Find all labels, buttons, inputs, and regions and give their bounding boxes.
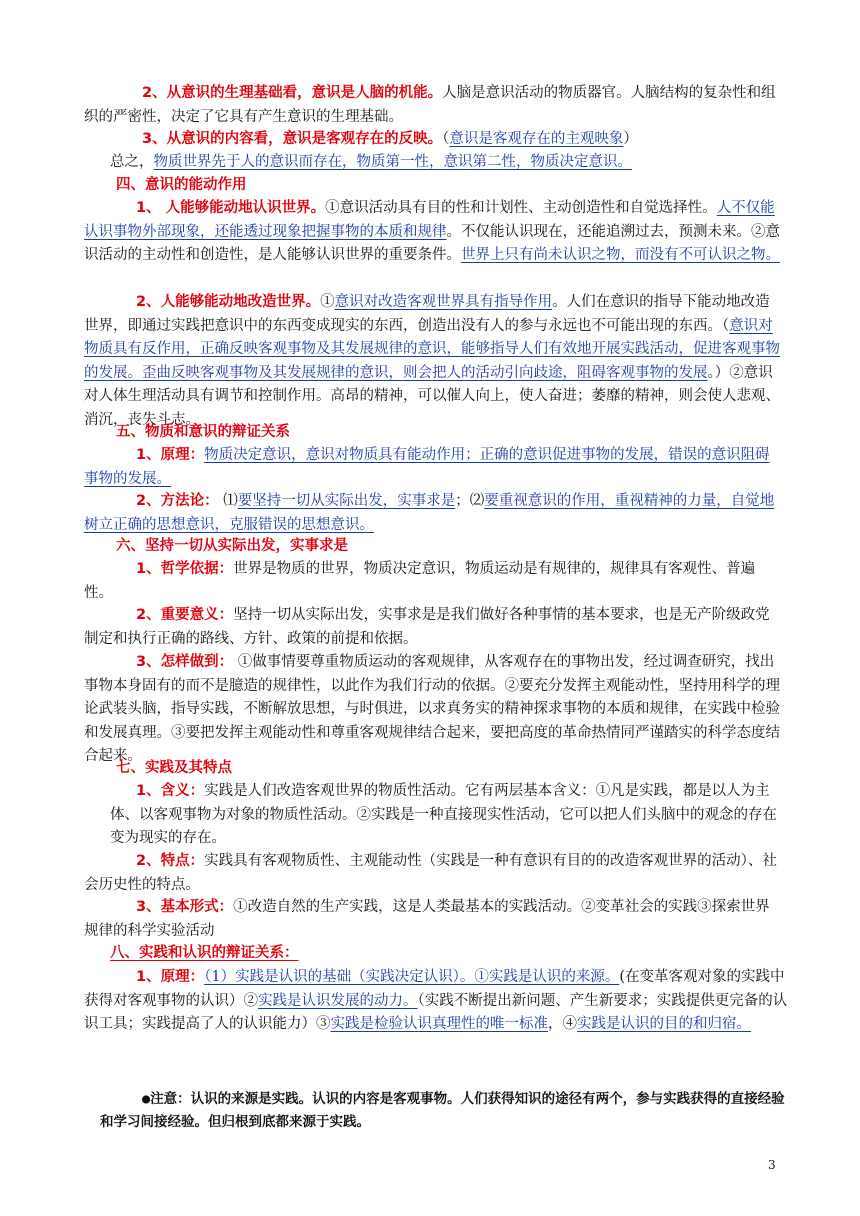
paragraph-practice-features: 2、特点：实践具有客观物质性、主观能动性（实践是一种有意识有目的的改造客观世界的活动）、社会历史性的特点。 — [84, 853, 777, 893]
paragraph-practice-cognition-principle: 1、原理：（1）实践是认识的基础（实践决定认识）。①实践是认识的来源。(在变革客观对象的实践中获得对客观事物的认识）②实践是认识发展的动力。（实践不断提出新问题、产生新要求；实践提供更完备的认识工具；实践提高了人的认识能力）③实践是检验认识真理性的唯一标准，④实践是认识的目的和归宿。 — [84, 969, 788, 1032]
paragraph-methodology: 2、方法论： ⑴要坚持一切从实际出发，实事求是；⑵要重视意识的作用，重视精神的力量，自觉地树立正确的思想意识，克服错误的思想意识。 — [84, 493, 775, 533]
paragraph-principle-matter-consciousness: 1、原理：物质决定意识，意识对物质具有能动作用；正确的意识促进事物的发展，错误的意识阻碍事物的发展。 — [84, 447, 770, 487]
note-text: ●注意：认识的来源是实践。认识的内容是客观事物。人们获得知识的途径有两个，参与实践获得的直接经验和学习间接经验。但归根到底都来源于实践。 — [100, 1090, 785, 1130]
paragraph-practice-forms: 3、基本形式：①改造自然的生产实践，这是人类最基本的实践活动。②变革社会的实践③探索世界规律的科学实验活动 — [84, 899, 770, 939]
paragraph-practice-definition: 1、含义：实践是人们改造客观世界的物质性活动。它有两层基本含义：①凡是实践，都是以人为主体、以客观事物为对象的物质性活动。②实践是一种直接现实性活动，它可以把人们头脑中的观念的存在变为现实的存在。 — [110, 783, 777, 846]
section-heading-5: 五、物质和意识的辩证关系 — [116, 424, 290, 440]
page-number: 3 — [768, 1158, 776, 1172]
paragraph-significance: 2、重要意义：坚持一切从实际出发，实事求是是我们做好各种事情的基本要求，也是无产阶级政党制定和执行正确的路线、方针、政策的前提和依据。 — [84, 607, 770, 647]
paragraph-physiological-basis: 2、从意识的生理基础看，意识是人脑的机能。人脑是意识活动的物质器官。人脑结构的复杂性和组织的严密性，决定了它具有产生意识的生理基础。 — [84, 85, 776, 125]
paragraph-summary: 总之，物质世界先于人的意识而存在，物质第一性，意识第二性，物质决定意识。 — [110, 154, 632, 170]
paragraph-recognize-world: 1、 人能够能动地认识世界。①意识活动具有目的性和计划性、主动创造性和自觉选择性。人不仅能认识事物外部现象，还能透过现象把握事物的本质和规律。不仅能认识现在，还能追溯过去，预测未来。②意识活动的主动性和创造性，是人能够认识世界的重要条件。世界上只有尚未认识之物，而没有不可认识之物。 — [84, 200, 780, 263]
paragraph-how-to-achieve: 3、怎样做到： ①做事情要尊重物质运动的客观规律，从客观存在的事物出发，经过调查研究，找出事物本身固有的而不是臆造的规律性，以此作为我们行动的依据。②要充分发挥主观能动性，坚持用科学的理论武装头脑，指导实践，不断解放思想，与时俱进，以求真务实的精神探求事物的本质和规律，在实践中检验和发展真理。③要把发挥主观能动性和尊重客观规律结合起来，要把高度的革命热情同严谨踏实的科学态度结合起来。 — [84, 654, 780, 764]
section-heading-4: 四、意识的能动作用 — [116, 177, 247, 193]
section-heading-8: 八、实践和认识的辩证关系： — [110, 945, 299, 961]
section-heading-7: 七、实践及其特点 — [116, 760, 232, 776]
paragraph-transform-world: 2、人能够能动地改造世界。①意识对改造客观世界具有指导作用。人们在意识的指导下能动地改造世界，即通过实践把意识中的东西变成现实的东西，创造出没有人的参与永远也不可能出现的东西。（意识对物质具有反作用，正确反映客观事物及其发展规律的意识，能够指导人们有效地开展实践活动，促进客观事物的发展。歪曲反映客观事物及其发展规律的意识，则会把人的活动引向歧途，阻碍客观事物的发展。）②意识对人体生理活动具有调节和控制作用。高昂的精神，可以催人向上，使人奋进；萎靡的精神，则会使人悲观、消沉，丧失斗志。 — [84, 294, 780, 428]
paragraph-content-of-consciousness: 3、从意识的内容看，意识是客观存在的反映。（意识是客观存在的主观映象） — [142, 131, 638, 147]
paragraph-philosophical-basis: 1、哲学依据：世界是物质的世界，物质决定意识，物质运动是有规律的，规律具有客观性、普遍性。 — [84, 561, 756, 601]
section-heading-6: 六、坚持一切从实际出发，实事求是 — [116, 538, 348, 554]
